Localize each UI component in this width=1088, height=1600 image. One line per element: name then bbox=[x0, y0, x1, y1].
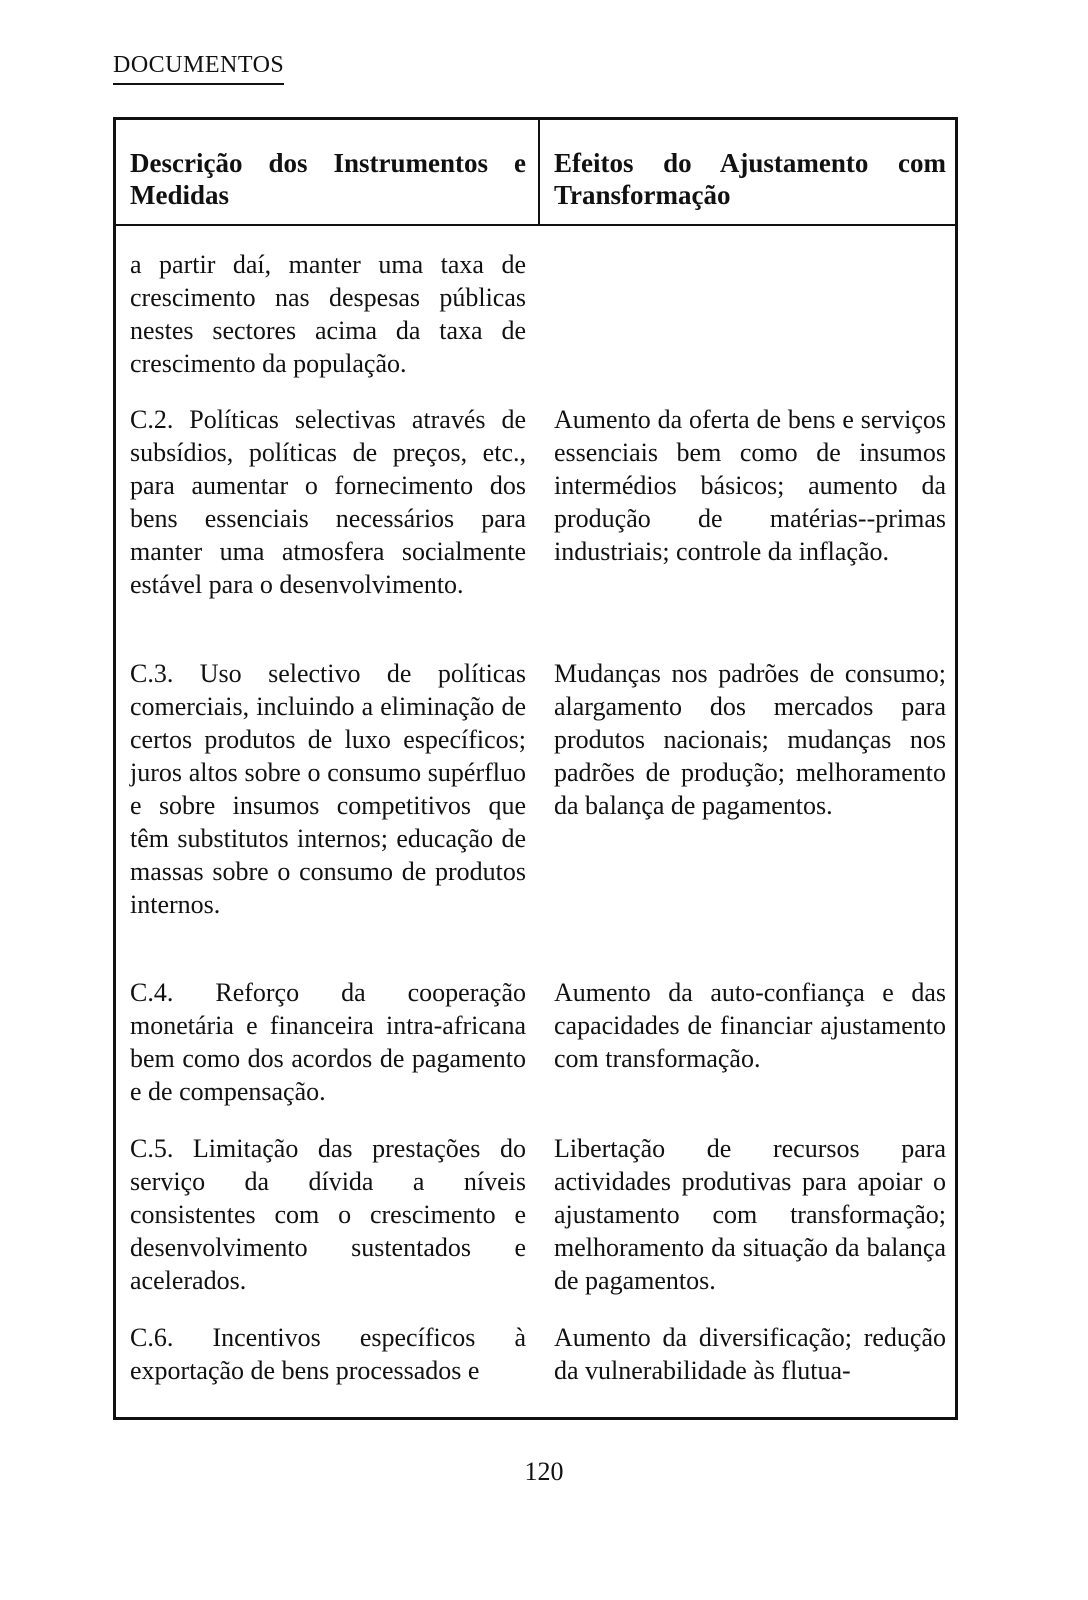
column-header-effects: Efeitos do Ajustamento com Transformação bbox=[554, 148, 946, 210]
header-column-divider bbox=[538, 120, 540, 225]
measure-text: C.6. Incentivos específicos à exportação de bens processados e bbox=[130, 1323, 526, 1385]
measure-text: C.4. Reforço da cooperação monetária e financeira intra-africana bem como dos acordos de pagamento e de compensação. bbox=[130, 978, 526, 1106]
table bbox=[113, 117, 958, 1420]
measure-text: C.5. Limitação das prestações do serviço da dívida a níveis consistentes com o crescimento e desenvolvimento sustentados e acelerados. bbox=[130, 1134, 526, 1295]
effect-text: Aumento da oferta de bens e serviços essenciais bem como de insumos intermédios básicos; aumento da produção de matérias--primas industriais; controle da inflação. bbox=[554, 405, 946, 566]
effect-text: Libertação de recursos para actividades produtivas para apoiar o ajustamento com transformação; melhoramento da situação da balança de pagamentos. bbox=[554, 1134, 946, 1295]
effect-text: Aumento da diversificação; redução da vulnerabilidade às flutua- bbox=[554, 1323, 946, 1385]
measure-text: C.2. Políticas selectivas através de subsídios, políticas de preços, etc., para aumentar o fornecimento dos bens essenciais necessários para manter uma atmosfera socialmente estável para o desenvolvimento. bbox=[130, 405, 526, 599]
running-head: DOCUMENTOS bbox=[113, 52, 284, 85]
page-number: 120 bbox=[524, 1457, 564, 1486]
column-header-instruments: Descrição dos Instrumentos e Medidas bbox=[130, 148, 526, 210]
measure-text: a partir daí, manter uma taxa de crescimento nas despesas públicas nestes sectores acima da taxa de crescimento da população. bbox=[130, 250, 526, 378]
effect-text: Aumento da auto-confiança e das capacidades de financiar ajustamento com transformação. bbox=[554, 978, 946, 1073]
header-rule bbox=[116, 224, 955, 226]
effect-text: Mudanças nos padrões de consumo; alargamento dos mercados para produtos nacionais; mudanças nos padrões de produção; melhoramento da balança de pagamentos. bbox=[554, 659, 946, 820]
measure-text: C.3. Uso selectivo de políticas comerciais, incluindo a eliminação de certos produtos de luxo específicos; juros altos sobre o consumo supérfluo e sobre insumos competitivos que têm substitutos internos; educação de massas sobre o consumo de produtos internos. bbox=[130, 659, 526, 919]
